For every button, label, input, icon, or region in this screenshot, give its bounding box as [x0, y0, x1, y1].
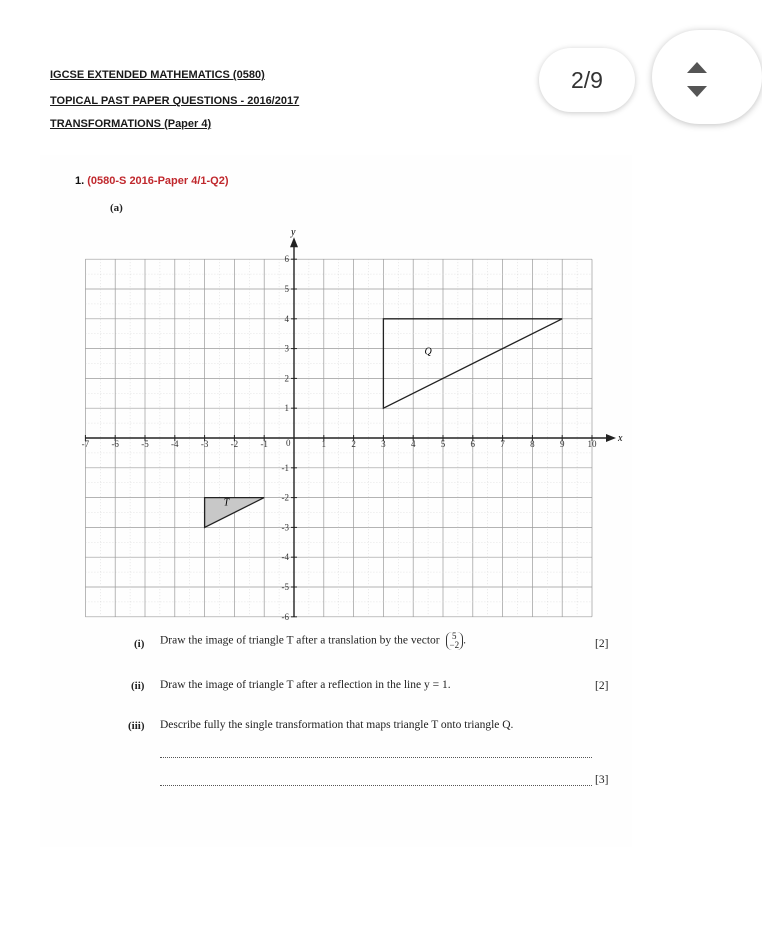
page-scroll-control[interactable]: [652, 30, 762, 124]
part-ii-text: Draw the image of triangle T after a reflection in the line y = 1.: [160, 679, 451, 691]
y-tick-label: -3: [281, 522, 289, 533]
x-tick-label: 6: [470, 439, 476, 449]
x-tick-label: 1: [321, 439, 327, 449]
y-tick-label: -4: [281, 552, 289, 563]
vector-top: 5: [452, 631, 457, 641]
document-header-topic: TRANSFORMATIONS (Paper 4): [50, 118, 212, 130]
document-header-course: IGCSE EXTENDED MATHEMATICS (0580): [50, 69, 265, 81]
part-i-question: Draw the image of triangle T after a translation by the vector 5 −2 .: [160, 631, 466, 650]
page-indicator-text: 2/9: [571, 66, 603, 93]
y-tick-label: 4: [284, 313, 289, 324]
part-i-label: (i): [134, 638, 145, 650]
part-iii-marks: [3]: [595, 774, 609, 786]
x-tick-label: 0: [286, 438, 291, 448]
translation-vector: [446, 632, 464, 650]
x-tick-label: 7: [500, 439, 505, 449]
question-number: 1.: [75, 175, 85, 187]
x-axis-arrow: [606, 434, 616, 442]
question-title: [75, 175, 229, 187]
part-i-marks: [2]: [595, 638, 609, 650]
answer-line-2[interactable]: [160, 785, 592, 786]
x-tick-label: 10: [587, 439, 597, 449]
answer-line-1[interactable]: [160, 757, 592, 758]
triangle-T-label: T: [223, 497, 230, 509]
question-reference: (0580-S 2016-Paper 4/1-Q2): [87, 175, 229, 187]
x-tick-label: -4: [171, 439, 179, 449]
part-iii-label: (iii): [128, 720, 145, 732]
coordinate-grid: [80, 215, 623, 622]
part-iii-text: Describe fully the single transformation that maps triangle T onto triangle Q.: [160, 719, 514, 731]
x-axis-label: x: [618, 433, 623, 444]
x-tick-label: -6: [111, 439, 119, 449]
y-axis-arrow: [290, 237, 298, 247]
y-axis-label: y: [291, 227, 296, 239]
x-tick-label: 2: [351, 439, 356, 449]
y-tick-label: -2: [281, 492, 289, 503]
x-tick-label: 3: [381, 439, 386, 449]
y-tick-label: 2: [284, 373, 289, 384]
x-tick-label: -2: [230, 439, 239, 449]
y-tick-label: 1: [284, 403, 289, 414]
x-tick-label: -1: [260, 439, 268, 449]
triangle-Q-label: Q: [424, 346, 432, 358]
part-ii-label: (ii): [131, 680, 145, 692]
x-tick-label: -5: [141, 439, 149, 449]
x-tick-label: 8: [530, 439, 535, 449]
part-label: (a): [110, 202, 123, 214]
document-header-subtitle: TOPICAL PAST PAPER QUESTIONS - 2016/2017: [50, 95, 300, 107]
x-tick-label: 9: [559, 439, 565, 449]
y-tick-label: 6: [284, 254, 289, 265]
y-tick-label: -5: [281, 582, 289, 592]
triangle-up-icon[interactable]: [687, 62, 707, 73]
vector-bottom: −2: [449, 640, 460, 650]
y-tick-label: -1: [281, 462, 289, 473]
y-tick-label: 5: [284, 284, 289, 294]
page-indicator: [539, 48, 635, 112]
part-i-text: Draw the image of triangle T after a translation by the vector: [160, 634, 440, 647]
x-tick-label: 4: [410, 439, 416, 449]
x-tick-label: -7: [81, 439, 90, 449]
x-tick-label: 5: [440, 439, 446, 449]
triangle-down-icon[interactable]: [687, 86, 707, 97]
y-tick-label: 3: [284, 343, 289, 354]
y-tick-label: -6: [281, 611, 289, 622]
part-ii-marks: [2]: [595, 680, 609, 692]
x-tick-label: -3: [200, 439, 209, 449]
